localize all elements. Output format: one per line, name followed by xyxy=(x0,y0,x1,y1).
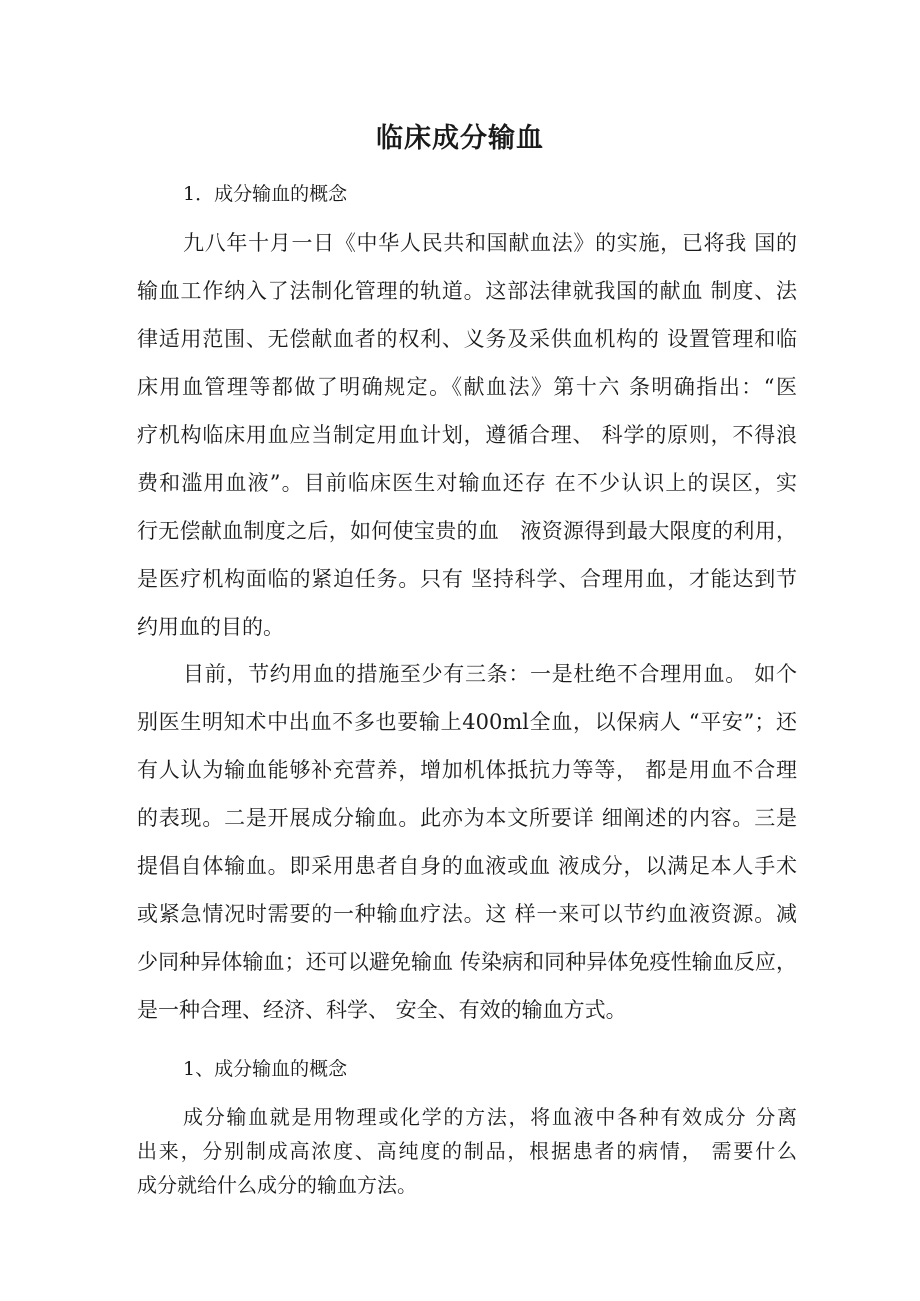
paragraph-line: 输血工作纳入了法制化管理的轨道。这部法律就我国的献血 制度、法 xyxy=(137,279,797,303)
paragraph-line: 费和滥用血液”。目前临床医生对输血还存 在不少认识上的误区，实 xyxy=(137,471,797,495)
section-heading-concept-2: 1、成分输血的概念 xyxy=(183,1058,348,1080)
paragraph-blood-donation-law xyxy=(137,219,797,651)
paragraph-line: 出来，分别制成高浓度、高纯度的制品，根据患者的病情， 需要什么 xyxy=(137,1139,797,1163)
paragraph-line: 律适用范围、无偿献血者的权利、义务及采供血机构的 设置管理和临 xyxy=(137,327,797,351)
paragraph-line: 是医疗机构面临的紧迫任务。只有 坚持科学、合理用血，才能达到节 xyxy=(137,567,797,591)
paragraph-line: 目前，节约用血的措施至少有三条：一是杜绝不合理用血。 如个 xyxy=(183,662,797,686)
paragraph-line: 九八年十月一日《中华人民共和国献血法》的实施，已将我 国的 xyxy=(183,231,797,255)
paragraph-line: 别医生明知术中出血不多也要输上400ml全血，以保病人 “平安”；还 xyxy=(137,710,797,734)
paragraph-saving-blood-measures xyxy=(137,650,797,1034)
document-title: 临床成分输血 xyxy=(376,123,544,154)
paragraph-line: 提倡自体输血。即采用患者自身的血液或血 液成分，以满足本人手术 xyxy=(137,854,797,878)
paragraph-line: 成分输血就是用物理或化学的方法，将血液中各种有效成分 分离 xyxy=(183,1105,797,1129)
paragraph-line: 或紧急情况时需要的一种输血疗法。这 样一来可以节约血液资源。减 xyxy=(137,902,797,926)
section-heading-concept: 1．成分输血的概念 xyxy=(183,183,348,205)
paragraph-line: 疗机构临床用血应当制定用血计划，遵循合理、 科学的原则，不得浪 xyxy=(137,423,797,447)
paragraph-line: 是一种合理、经济、科学、 安全、有效的输血方式。 xyxy=(137,998,627,1022)
paragraph-line: 成分就给什么成分的输血方法。 xyxy=(137,1173,417,1197)
paragraph-line: 的表现。二是开展成分输血。此亦为本文所要详 细阐述的内容。三是 xyxy=(137,806,797,830)
paragraph-line: 行无偿献血制度之后，如何使宝贵的血 液资源得到最大限度的利用， xyxy=(137,519,797,543)
paragraph-line: 床用血管理等都做了明确规定。《献血法》第十六 条明确指出：“医 xyxy=(137,375,797,399)
paragraph-line: 有人认为输血能够补充营养，增加机体抵抗力等等， 都是用血不合理 xyxy=(137,758,797,782)
paragraph-component-transfusion-definition xyxy=(137,1100,797,1202)
paragraph-line: 少同种异体输血；还可以避免输血 传染病和同种异体免疫性输血反应， xyxy=(137,950,797,974)
paragraph-line: 约用血的目的。 xyxy=(137,615,284,639)
